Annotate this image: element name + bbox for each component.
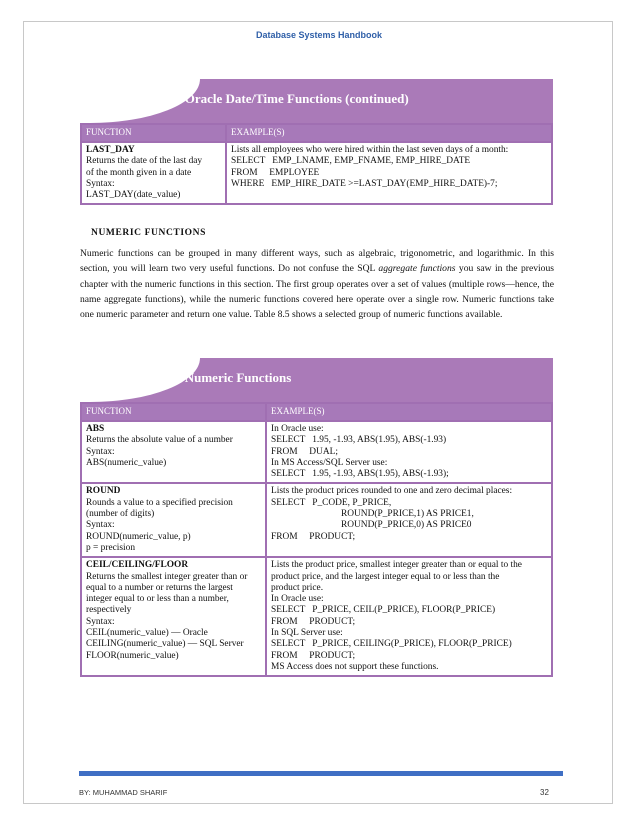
table2-banner bbox=[80, 358, 553, 402]
function-name: ROUND bbox=[86, 486, 121, 497]
table-row bbox=[81, 557, 552, 676]
function-desc-line: Returns the date of the last day bbox=[86, 156, 203, 167]
example-line: SELECT P_PRICE, CEILING(P_PRICE), FLOOR(P_PRICE) bbox=[271, 639, 512, 650]
example-line: WHERE EMP_HIRE_DATE >=LAST_DAY(EMP_HIRE_DATE)-7; bbox=[231, 178, 498, 189]
example-line: FROM DUAL; bbox=[271, 446, 338, 457]
function-desc-line: Syntax: bbox=[86, 616, 115, 627]
example-line: FROM EMPLOYEE bbox=[231, 167, 320, 178]
function-desc-line: FLOOR(numeric_value) bbox=[86, 650, 179, 661]
example-line: product price. bbox=[271, 582, 324, 593]
function-cell bbox=[81, 557, 266, 676]
function-name: LAST_DAY bbox=[86, 145, 135, 155]
example-line: Lists the product prices rounded to one and zero decimal places: bbox=[271, 486, 513, 497]
footer-divider bbox=[79, 771, 563, 776]
table1-banner bbox=[80, 79, 553, 123]
footer-author: BY: MUHAMMAD SHARIF bbox=[79, 788, 168, 797]
example-line: In SQL Server use: bbox=[271, 628, 343, 639]
function-desc-line: ABS(numeric_value) bbox=[86, 457, 167, 468]
page-number: 32 bbox=[540, 788, 549, 797]
function-name: ABS bbox=[86, 424, 105, 434]
function-desc-line: LAST_DAY(date_value) bbox=[86, 190, 181, 201]
example-line: In Oracle use: bbox=[271, 424, 324, 434]
function-desc-line: ROUND(numeric_value, p) bbox=[86, 531, 191, 542]
table2-header-function: FUNCTION bbox=[81, 403, 266, 421]
example-line: product price, and the largest integer equal to or less than the bbox=[271, 571, 500, 582]
example-line: In MS Access/SQL Server use: bbox=[271, 457, 388, 468]
function-desc-line: Returns the smallest integer greater than or bbox=[86, 571, 248, 582]
section-heading: NUMERIC FUNCTIONS bbox=[91, 228, 206, 238]
example-line: In Oracle use: bbox=[271, 594, 324, 605]
function-cell bbox=[81, 483, 266, 557]
function-desc-line: Syntax: bbox=[86, 446, 115, 457]
function-cell bbox=[81, 142, 226, 204]
example-line: Lists all employees who were hired within the last seven days of a month: bbox=[231, 145, 509, 155]
function-desc-line: Syntax: bbox=[86, 178, 115, 189]
function-desc-line: (number of digits) bbox=[86, 509, 155, 520]
table-row bbox=[81, 483, 552, 557]
example-line: FROM PRODUCT; bbox=[271, 616, 356, 627]
example-line: SELECT EMP_LNAME, EMP_FNAME, EMP_HIRE_DATE bbox=[231, 156, 471, 167]
example-cell bbox=[266, 557, 552, 676]
function-desc-line: of the month given in a date bbox=[86, 167, 192, 178]
function-desc-line: Returns the absolute value of a number bbox=[86, 435, 233, 446]
table2-header-examples: EXAMPLE(S) bbox=[266, 403, 552, 421]
example-line: FROM PRODUCT; bbox=[271, 650, 356, 661]
table-row bbox=[81, 421, 552, 483]
example-line: MS Access does not support these functions. bbox=[271, 661, 439, 672]
function-desc-line: equal to a number or returns the largest bbox=[86, 582, 233, 593]
example-line: SELECT 1.95, -1.93, ABS(1.95), ABS(-1.93); bbox=[271, 469, 449, 480]
function-name: CEIL/CEILING/FLOOR bbox=[86, 560, 189, 571]
function-desc-line: respectively bbox=[86, 605, 132, 616]
function-cell bbox=[81, 421, 266, 483]
table1-header-examples: EXAMPLE(S) bbox=[226, 124, 552, 142]
function-desc-line: Rounds a value to a specified precision bbox=[86, 497, 233, 508]
page-header: Database Systems Handbook bbox=[255, 30, 383, 40]
example-line: SELECT P_PRICE, CEIL(P_PRICE), FLOOR(P_PRICE) bbox=[271, 605, 496, 616]
table1-title: Selected Oracle Date/Time Functions (continued) bbox=[136, 91, 409, 106]
example-cell bbox=[266, 483, 552, 557]
table1-header-function: FUNCTION bbox=[81, 124, 226, 142]
example-line: Lists the product price, smallest integer greater than or equal to the bbox=[271, 560, 522, 571]
function-desc-line: integer equal to or less than a number, bbox=[86, 594, 229, 605]
function-desc-line: Syntax: bbox=[86, 520, 115, 531]
function-desc-line: CEILING(numeric_value) — SQL Server bbox=[86, 639, 244, 650]
example-cell bbox=[266, 421, 552, 483]
example-line: ROUND(P_PRICE,0) AS PRICE0 bbox=[341, 520, 472, 531]
function-desc-line: p = precision bbox=[86, 542, 136, 553]
example-line: SELECT P_CODE, P_PRICE, bbox=[271, 497, 392, 508]
function-desc-line: CEIL(numeric_value) — Oracle bbox=[86, 628, 208, 639]
table1 bbox=[80, 123, 553, 205]
example-line: FROM PRODUCT; bbox=[271, 531, 356, 542]
table2 bbox=[80, 402, 553, 677]
example-cell bbox=[226, 142, 552, 204]
table2-title: Selected Numeric Functions bbox=[136, 370, 292, 385]
body-paragraph: Numeric functions can be grouped in many different ways, such as algebraic, trigonometric, and logarithmic. In this section, you will learn two very useful functions. Do not confuse the SQL aggregate functions you saw in the previous chapter with the numeric functions in this section. The first group operates over a set of values (multiple rows—hence, the name aggregate functions), while the numeric functions covered here operate over a single row. Numeric functions take one numeric parameter and return one value. Table 8.5 shows a selected group of numeric functions available. bbox=[80, 248, 554, 321]
table-row bbox=[81, 142, 552, 204]
example-line: SELECT 1.95, -1.93, ABS(1.95), ABS(-1.93) bbox=[271, 435, 447, 446]
example-line: ROUND(P_PRICE,1) AS PRICE1, bbox=[341, 509, 474, 520]
